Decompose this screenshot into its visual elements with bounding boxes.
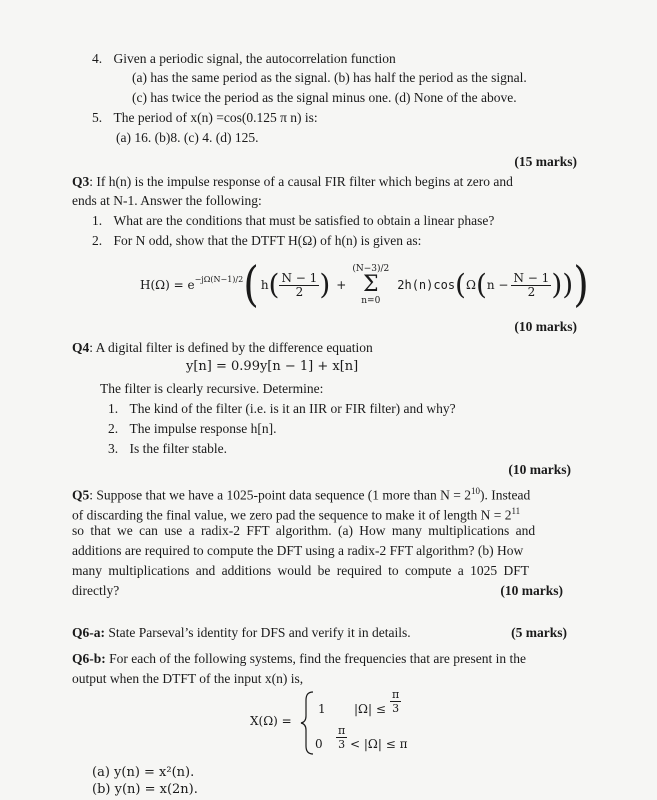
- eq-lhs: H(Ω) = e: [140, 278, 195, 292]
- eq-omega: Ω: [465, 278, 476, 292]
- row2-frac-num: π: [338, 724, 346, 737]
- q3-item-1-number: 1.: [92, 213, 103, 228]
- item-4-options-line2: (c) has twice the period as the signal minus one. (d) None of the above.: [132, 90, 517, 105]
- row1-frac-num: π: [392, 688, 400, 701]
- q5-marks-top: (10 marks): [508, 462, 571, 477]
- q6a-line: [72, 624, 411, 642]
- paren-close-3: ): [551, 268, 563, 301]
- q4-item-1: [108, 400, 456, 418]
- q6b-text-1: For each of the following systems, find the frequencies that are present in the: [105, 651, 526, 666]
- item-4-options-line1: (a) has the same period as the signal. (b) has half the period as the signal.: [132, 70, 527, 85]
- paren-close: ): [319, 268, 331, 301]
- q6b-part-b: (b) y(n) = x(2n).: [92, 782, 198, 797]
- row2-frac-den: 3: [338, 738, 346, 751]
- q4-item-2-number: 2.: [108, 421, 119, 436]
- mcq-item-4: [92, 50, 396, 68]
- q3-item-2-text: For N odd, show that the DTFT H(Ω) of h(n) is given as:: [113, 233, 422, 248]
- item-4-text: Given a periodic signal, the autocorrelation function: [113, 51, 396, 66]
- q4-recursive: The filter is clearly recursive. Determine:: [100, 381, 324, 396]
- q5-line-2-text: of discarding the final value, we zero pad the sequence to make it of length N = 2: [72, 507, 512, 523]
- piecewise-brace: [300, 690, 316, 756]
- frac-numerator: N − 1: [281, 270, 318, 285]
- q5-line-6: directly?: [72, 583, 120, 598]
- item-5-options: (a) 16. (b)8. (c) 4. (d) 125.: [116, 130, 259, 145]
- piecewise-row1-value: 1: [318, 702, 326, 716]
- sum-upper-limit: (N−3)/2: [352, 264, 390, 274]
- q3-label: Q3: [72, 174, 90, 189]
- item-5-text: The period of x(n) =cos(0.125 π n) is:: [113, 110, 318, 125]
- q4-intro-text: : A digital filter is defined by the difference equation: [89, 340, 373, 355]
- q4-item-3-number: 3.: [108, 441, 119, 456]
- q5-line-4: additions are required to compute the DFT using a radix-2 FFT algorithm? (b) How: [72, 543, 524, 558]
- q6b-line-2: output when the DTFT of the input x(n) is,: [72, 671, 304, 686]
- q5-line-3: so that we can use a radix-2 FFT algorithm. (a) How many multiplications and: [72, 523, 536, 538]
- piecewise-row1-cond: |Ω| ≤: [354, 702, 386, 716]
- q5-label: Q5: [72, 487, 90, 503]
- dtft-equation: [140, 255, 589, 315]
- q6a-text: State Parseval’s identity for DFS and verify it in details.: [105, 625, 411, 640]
- q4-item-1-number: 1.: [108, 401, 119, 416]
- q4-intro: [72, 339, 373, 357]
- piecewise-row1-frac: [390, 688, 401, 715]
- piecewise-row2-frac: [336, 724, 347, 751]
- frac2-numerator: N − 1: [513, 270, 550, 285]
- q5-line-1-end: ). Instead: [480, 487, 531, 503]
- big-close-paren: ): [573, 257, 589, 313]
- q3-intro-line2: ends at N-1. Answer the following:: [72, 193, 262, 208]
- q3-item-2-number: 2.: [92, 233, 103, 248]
- sum-sigma: Σ: [363, 272, 379, 297]
- q6b-part-a: (a) y(n) = x²(n).: [92, 765, 195, 780]
- frac-n-minus-1-b: [511, 272, 551, 299]
- q3-item-1-text: What are the conditions that must be satisfied to obtain a linear phase?: [113, 213, 495, 228]
- q3-intro-text: : If h(n) is the impulse response of a causal FIR filter which begins at zero and: [89, 174, 513, 189]
- q4-item-2: [108, 420, 276, 438]
- q3-intro-line1: [72, 173, 513, 191]
- piecewise-row2-value: 0: [315, 737, 323, 751]
- q6a-label: Q6-a:: [72, 625, 105, 640]
- q5-line-5: many multiplications and additions would be required to compute a 1025 DFT: [72, 563, 530, 578]
- q4-item-3-text: Is the filter stable.: [129, 441, 227, 456]
- q5-line-1-sup: 10: [471, 486, 481, 496]
- eq-n-minus: n −: [486, 278, 509, 292]
- eq-plus: +: [336, 278, 347, 292]
- q5-line-1-text: : Suppose that we have a 1025-point data sequence (1 more than N = 2: [89, 487, 472, 503]
- paren-close-2: ): [562, 268, 574, 301]
- mcq-item-5: [92, 109, 318, 127]
- row1-frac-den: 3: [392, 702, 400, 715]
- paren-open-3: (: [475, 268, 487, 301]
- sum-lower-limit: n=0: [361, 296, 381, 306]
- q6b-label: Q6-b:: [72, 651, 106, 666]
- q6b-line-1: [72, 650, 526, 668]
- eq-term: 2h(n)cos: [397, 278, 456, 292]
- q4-marks: (10 marks): [514, 319, 577, 334]
- q3-marks: (15 marks): [514, 154, 577, 169]
- paren-open-2: (: [455, 268, 466, 301]
- big-open-paren: (: [243, 257, 259, 313]
- paren-open: (: [268, 268, 280, 301]
- q3-item-2: [92, 232, 421, 250]
- eq-exponent: −jΩ(N−1)/2: [194, 275, 244, 284]
- piecewise-lhs: X(Ω) =: [250, 714, 292, 728]
- q4-difference-equation: y[n] = 0.99y[n − 1] + x[n]: [186, 359, 359, 374]
- q4-item-3: [108, 440, 227, 458]
- summation: [352, 264, 389, 306]
- q3-item-1: [92, 212, 494, 230]
- eq-h: h: [260, 278, 269, 292]
- piecewise-row2-cond: < |Ω| ≤ π: [350, 737, 408, 751]
- item-5-number: 5.: [92, 110, 103, 125]
- frac-n-minus-1: [279, 272, 319, 299]
- q5-marks-bottom: (10 marks): [500, 583, 563, 598]
- q4-item-1-text: The kind of the filter (i.e. is it an IIR or FIR filter) and why?: [129, 401, 456, 416]
- frac-denominator: 2: [295, 284, 304, 299]
- q6a-marks: (5 marks): [511, 625, 567, 640]
- q4-item-2-text: The impulse response h[n].: [129, 421, 277, 436]
- item-4-number: 4.: [92, 51, 103, 66]
- q4-label: Q4: [72, 340, 90, 355]
- q5-line-2-sup: 11: [511, 506, 521, 516]
- frac2-denominator: 2: [527, 284, 536, 299]
